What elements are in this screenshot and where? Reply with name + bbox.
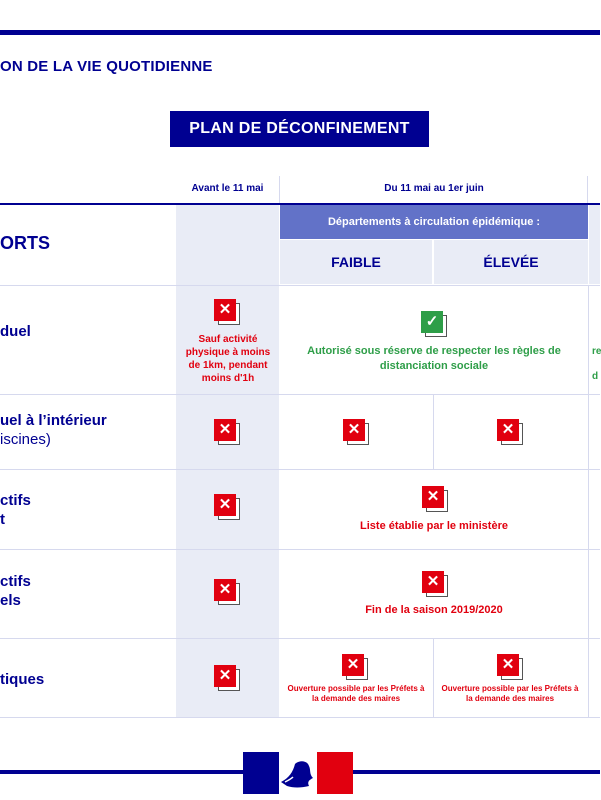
sports-heading: ORTS — [0, 233, 51, 253]
high-note: Ouverture possible par les Préfets à la demande des maires — [441, 684, 579, 703]
allowed-icon: ✓ — [421, 311, 447, 337]
row-divider — [0, 285, 600, 286]
during-note: Fin de la saison 2019/2020 — [365, 604, 503, 616]
not-allowed-icon: ✕ — [214, 299, 240, 325]
not-allowed-icon: ✕ — [214, 665, 240, 691]
row-divider — [0, 394, 600, 395]
row-label: uel à l’intérieur — [0, 412, 107, 429]
section-title: ON DE LA VIE QUOTIDIENNE — [0, 58, 213, 75]
not-allowed-icon: ✕ — [497, 654, 523, 680]
row-label: tiques — [0, 671, 45, 688]
before-note: Sauf activité physique à moins de 1km, pendant moins d'1h — [185, 334, 271, 384]
marianne-logo — [243, 752, 353, 794]
row-label: duel — [0, 323, 31, 340]
divider — [279, 176, 280, 205]
footer-rule-right — [353, 770, 600, 774]
during-note: Autorisé sous réserve de respecter les règles de distanciation sociale — [307, 345, 561, 372]
during-note: Liste établie par le ministère — [360, 520, 508, 532]
not-allowed-icon: ✕ — [497, 419, 523, 445]
divider — [587, 176, 588, 205]
not-allowed-icon: ✕ — [214, 494, 240, 520]
column-header-during: Du 11 mai au 1er juin — [384, 182, 484, 194]
not-allowed-icon: ✕ — [422, 571, 448, 597]
divider — [433, 394, 434, 469]
low-note: Ouverture possible par les Préfets à la demande des maires — [287, 684, 425, 703]
next-column-shade — [589, 205, 600, 284]
not-allowed-icon: ✕ — [422, 486, 448, 512]
departments-band: Départements à circulation épidémique : — [280, 205, 588, 239]
level-low: FAIBLE — [280, 240, 432, 284]
row-label-sub: iscines) — [0, 431, 51, 448]
not-allowed-icon: ✕ — [214, 579, 240, 605]
row-label: t — [0, 511, 5, 528]
footer-rule-left — [0, 770, 243, 774]
row-label: ctifs — [0, 573, 31, 590]
not-allowed-icon: ✕ — [342, 654, 368, 680]
divider — [588, 285, 589, 717]
column-header-before: Avant le 11 mai — [191, 182, 264, 194]
edge-text: re — [592, 346, 601, 357]
row-label: ctifs — [0, 492, 31, 509]
row-divider — [0, 469, 600, 470]
not-allowed-icon: ✕ — [214, 419, 240, 445]
row-divider — [0, 717, 600, 718]
level-high: ÉLEVÉE — [434, 240, 588, 284]
before-column-shade — [176, 205, 279, 717]
plan-title: PLAN DE DÉCONFINEMENT — [170, 111, 429, 147]
row-label: els — [0, 592, 21, 609]
row-divider — [0, 638, 600, 639]
top-rule — [0, 30, 600, 35]
row-divider — [0, 549, 600, 550]
divider — [433, 638, 434, 717]
edge-text: d — [592, 371, 599, 382]
not-allowed-icon: ✕ — [343, 419, 369, 445]
